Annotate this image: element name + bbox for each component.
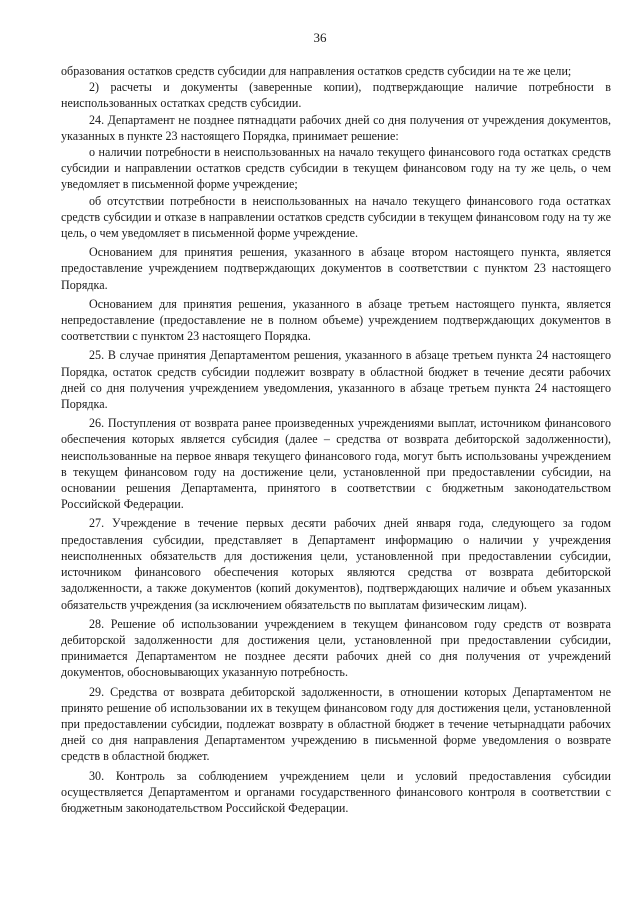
paragraph-clause-30: 30. Контроль за соблюдением учреждением цели и условий предоставления субсидии осуществляется Департаментом и органами государственного финансового контроля в соответствии с бюджетным законодательством Российской Федерации. [61, 768, 611, 815]
paragraph-clause-24-option-2: об отсутствии потребности в неиспользованных на начало текущего финансового года остатках средств субсидии и отказе в направлении остатков средств субсидии в текущем финансовом году на ту же цель, о чем уведомляет в письменной форме учреждение. [61, 193, 611, 241]
paragraph-clause-25: 25. В случае принятия Департаментом решения, указанного в абзаце третьем пункта 24 настоящего Порядка, остаток средств субсидии подлежит возврату в областной бюджет в течение десяти рабочих дней со дня получения учреждением уведомления, указанного в абзаце третьем пункта 24 настоящего Порядка. [61, 348, 611, 412]
paragraph-item-2: 2) расчеты и документы (заверенные копии), подтверждающие наличие потребности в неиспользованных остатках средств субсидии. [61, 80, 611, 111]
paragraph-clause-29: 29. Средства от возврата дебиторской задолженности, в отношении которых Департаментом не принято решение об использовании их в текущем финансовом году для достижения цели, установленной при предоставлении субсидии, подлежат возврату в областной бюджет в течение четырнадцати рабочих дней со дня направления Департаментом учреждению в письменной форме уведомления о возврате средств в областной бюджет. [61, 684, 611, 764]
paragraph-clause-28: 28. Решение об использовании учреждением в текущем финансовом году средств от возврата дебиторской задолженности для достижения цели, установленной при предоставлении субсидии, принимается Департаментом не позднее десяти рабочих дней со дня получения от учреждений документов, обосновывающих указанную потребность. [61, 616, 611, 680]
paragraph-clause-24-option-1: о наличии потребности в неиспользованных на начало текущего финансового года остатках средств субсидии и направлении остатков средств субсидии в текущем финансовом году на ту же цель, о чем уведомляет в письменной форме учреждение; [61, 145, 611, 192]
document-body [61, 63, 611, 816]
paragraph-clause-24: 24. Департамент не позднее пятнадцати рабочих дней со дня получения от учреждения документов, указанных в пункте 23 настоящего Порядка, принимает решение: [61, 112, 611, 143]
paragraph-clause-26: 26. Поступления от возврата ранее произведенных учреждениями выплат, источником финансового обеспечения которых является субсидия (далее – средства от возврата дебиторской задолженности), неиспользованные на первое января текущего финансового года, могут быть использованы учреждением в текущем финансовом году на достижение цели, установленной при предоставлении субсидии, на основании решения Департамента, принятого в соответствии с бюджетным законодательством Российской Федерации. [61, 416, 611, 512]
paragraph-basis-2: Основанием для принятия решения, указанного в абзаце третьем настоящего пункта, является непредоставление (предоставление не в полном объеме) учреждением подтверждающих документов в соответствии с пунктом 23 настоящего Порядка. [61, 296, 611, 344]
paragraph-continuation: образования остатков средств субсидии для направления остатков средств субсидии на те же цели; [61, 64, 572, 78]
page-number: 36 [313, 30, 327, 45]
paragraph-clause-27: 27. Учреждение в течение первых десяти рабочих дней января года, следующего за годом предоставления субсидии, представляет в Департамент информацию о наличии у учреждения неисполненных обязательств для достижения цели, установленной при предоставлении субсидии, источником финансового обеспечения которых являются средства от возврата дебиторской задолженности, а также документов (копий документов), подтверждающих наличие и объем указанных обязательств учреждения (за исключением обязательств по выплатам физическим лицам). [61, 516, 611, 612]
paragraph-basis-1: Основанием для принятия решения, указанного в абзаце втором настоящего пункта, является предоставление учреждением подтверждающих документов в соответствии с пунктом 23 настоящего Порядка. [61, 245, 611, 292]
